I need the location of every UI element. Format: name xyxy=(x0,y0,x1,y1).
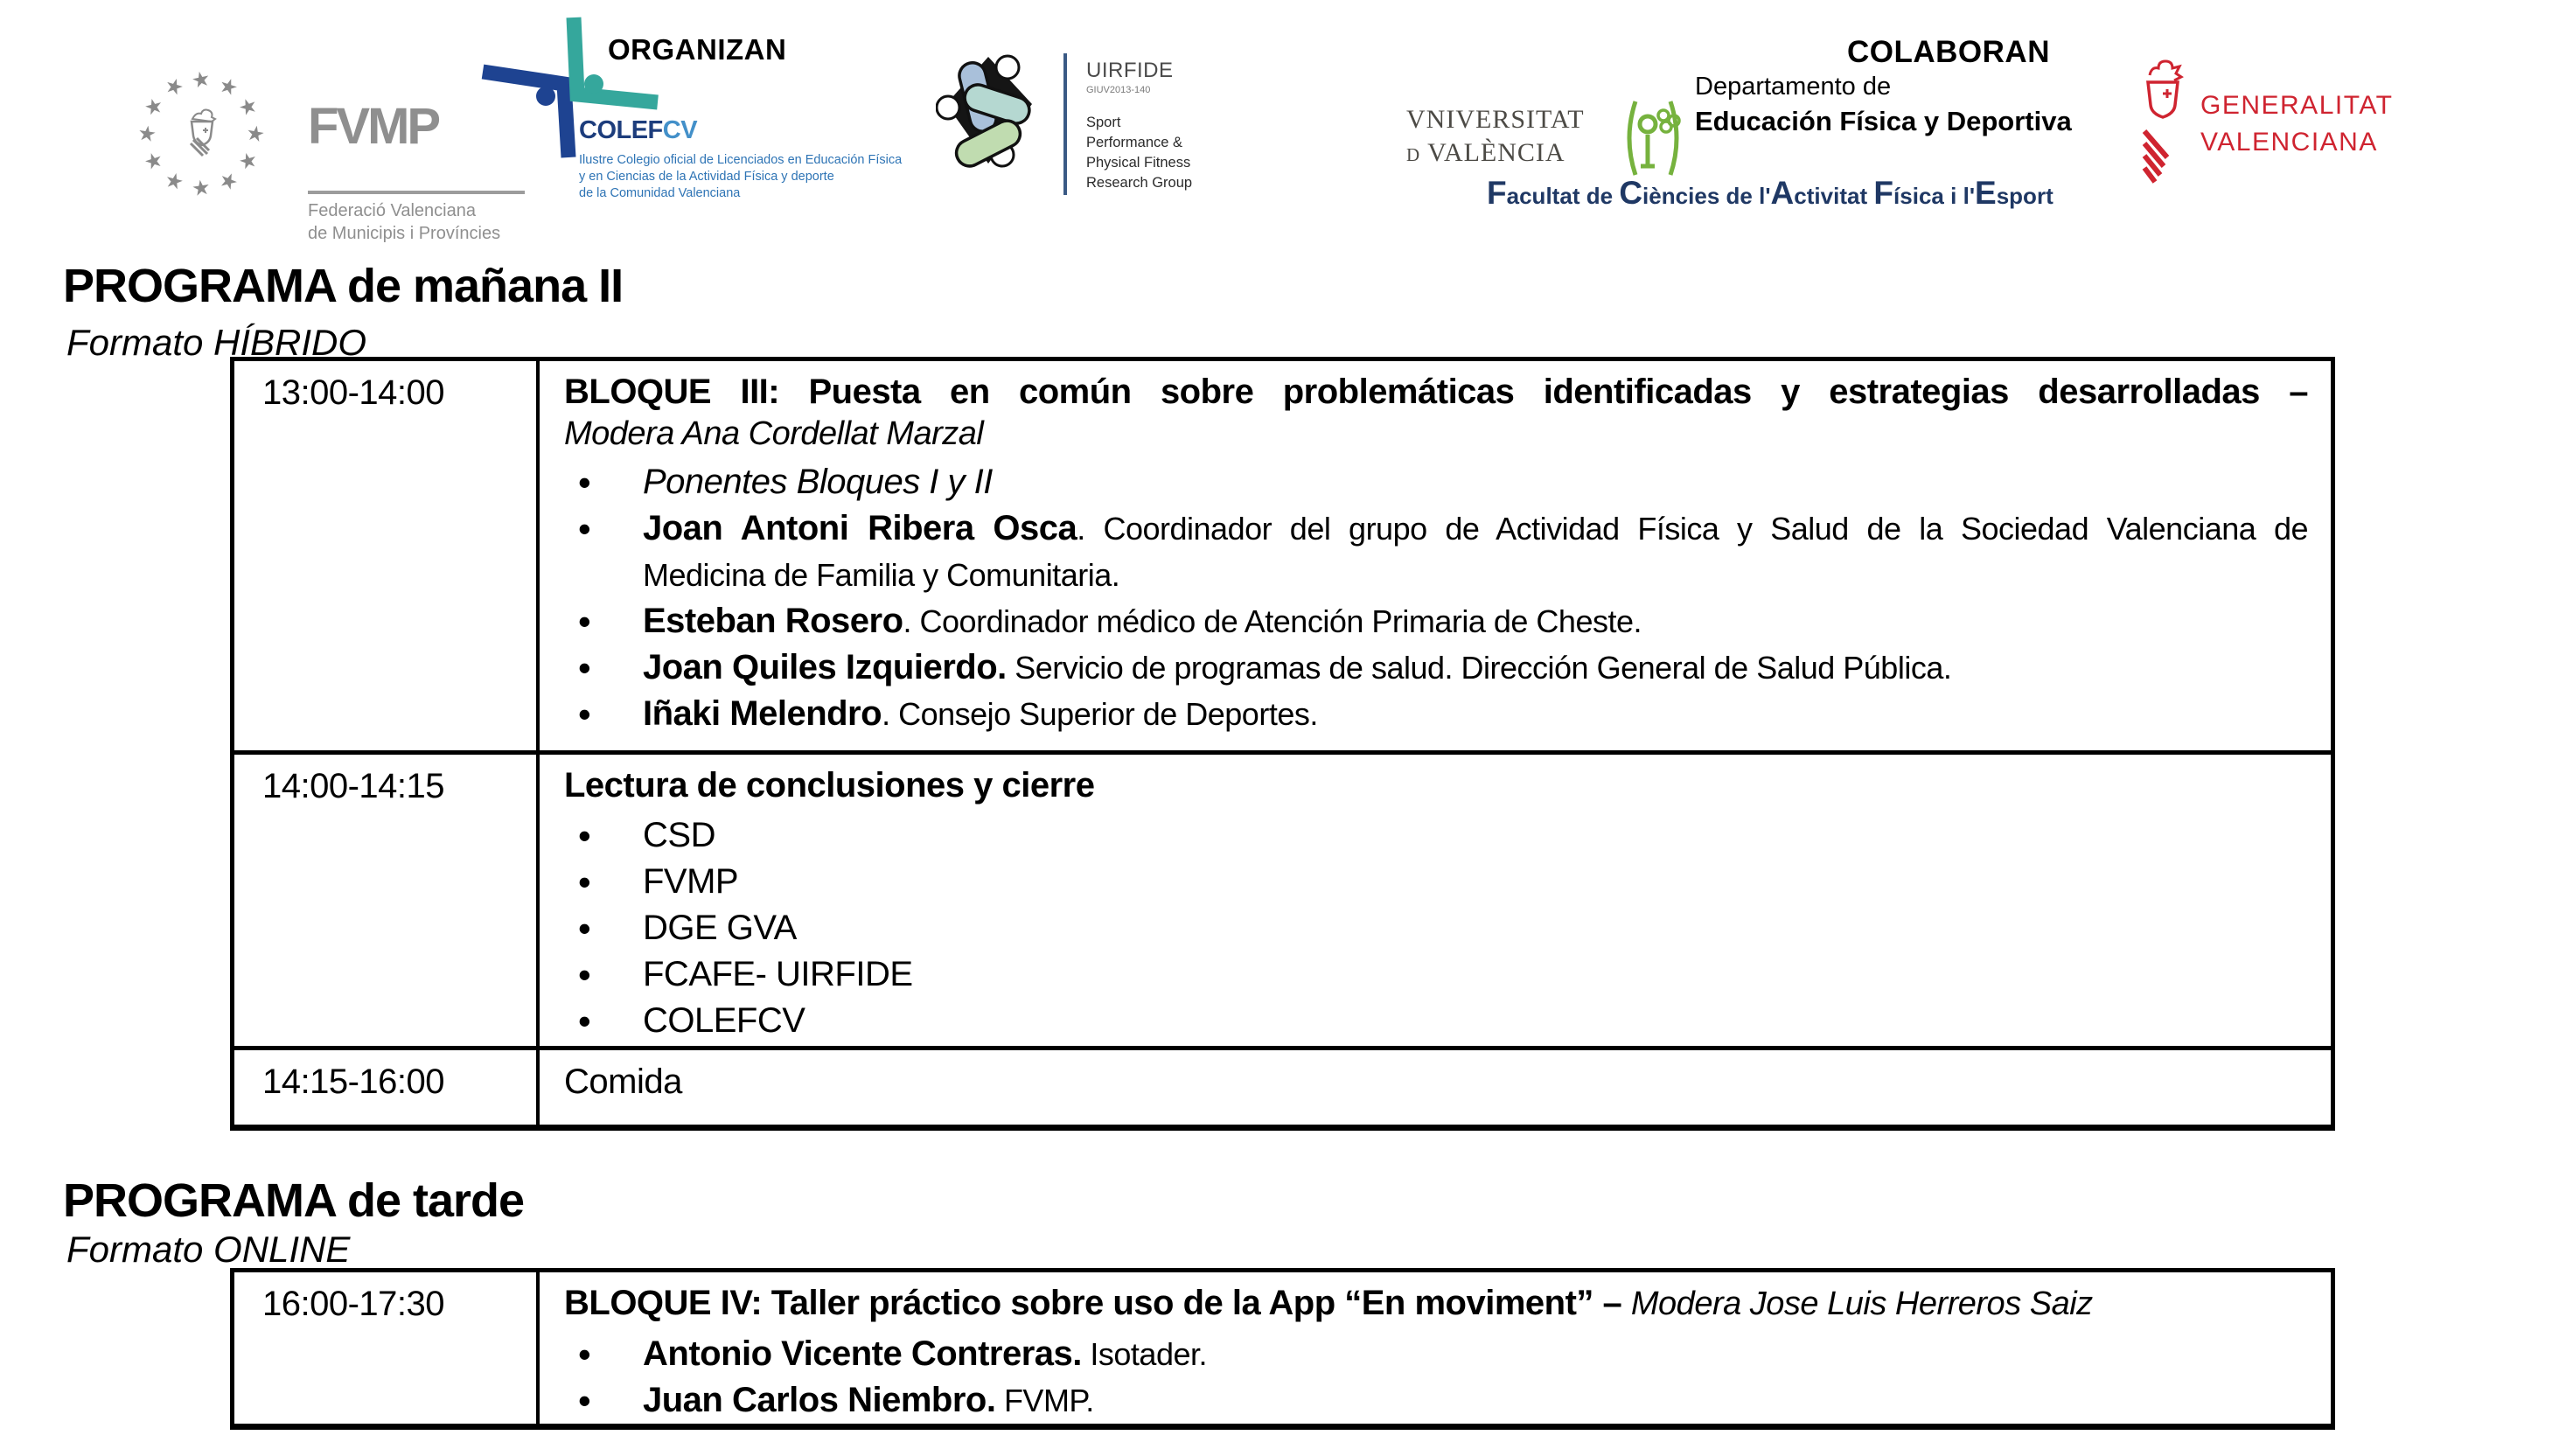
list-item xyxy=(564,644,2308,691)
colefcv-logo-name-suffix: CV xyxy=(662,116,698,144)
colefcv-logo-desc2: y en Ciencias de la Actividad Física y deporte xyxy=(579,170,834,184)
uirfide-logo-code: GIUV2013-140 xyxy=(1086,85,1151,95)
table-row xyxy=(234,1272,2331,1424)
program-table-afternoon xyxy=(230,1268,2335,1430)
time-cell: 14:00-14:15 xyxy=(234,755,540,1046)
uirfide-logo-desc4: Research Group xyxy=(1086,175,1193,191)
list-item: • FVMP xyxy=(564,859,2308,905)
speaker-name: Antonio Vicente Contreras. xyxy=(643,1334,1082,1373)
moderator-line: Modera Jose Luis Herreros Saiz xyxy=(1630,1285,2093,1322)
fvmp-logo-rule xyxy=(308,191,525,194)
block-heading: BLOQUE IV: Taller práctico sobre uso de la App “En moviment” – xyxy=(564,1284,1622,1322)
gva-crest-icon xyxy=(2141,56,2186,189)
list-item: • Ponentes Bloques I y II xyxy=(564,459,2308,505)
moderator-line: Modera Ana Cordellat Marzal xyxy=(564,415,984,452)
table-row xyxy=(234,361,2331,755)
table-row xyxy=(234,1050,2331,1125)
uv-athlete-symbol-icon xyxy=(1618,96,1691,180)
list-item: • DGE GVA xyxy=(564,905,2308,951)
star-icon xyxy=(235,149,261,174)
content-cell xyxy=(540,1272,2331,1424)
list-item: • CSD xyxy=(564,812,2308,859)
speaker-role: Isotader. xyxy=(1081,1336,1208,1372)
star-icon xyxy=(243,122,268,147)
program-table-morning xyxy=(230,357,2335,1131)
speaker-name: Iñaki Melendro xyxy=(643,694,882,733)
speaker-role: Servicio de programas de salud. Dirección General de Salud Pública. xyxy=(1006,650,1952,686)
content-cell xyxy=(540,755,2331,1046)
time-cell: 16:00-17:30 xyxy=(234,1272,540,1424)
fvmp-stars-emblem-icon xyxy=(138,77,265,195)
star-icon xyxy=(161,74,187,101)
speaker-role: . Coordinador del grupo de Actividad Física y Salud de la Sociedad Valenciana de xyxy=(1077,511,2309,547)
speaker-name: Juan Carlos Niembro. xyxy=(643,1381,996,1419)
section-title-afternoon: PROGRAMA de tarde xyxy=(63,1174,525,1227)
uv-logo-line1: VNIVERSITAT xyxy=(1406,105,1585,134)
departamento-line1: Departamento de xyxy=(1695,73,1892,101)
speaker-name: Esteban Rosero xyxy=(643,602,903,640)
uv-logo-line2: VALÈNCIA xyxy=(1427,138,1565,167)
uirfide-logo-desc2: Performance & xyxy=(1086,135,1183,150)
speaker-name: Joan Antoni Ribera Osca xyxy=(643,509,1077,547)
colefcv-logo-name-main: COLEF xyxy=(579,116,663,144)
section-title-morning: PROGRAMA de mañana II xyxy=(63,260,624,312)
list-item xyxy=(564,1377,2308,1424)
list-item xyxy=(564,598,2308,644)
uirfide-logo-desc3: Physical Fitness xyxy=(1086,155,1191,171)
organizan-heading: ORGANIZAN xyxy=(608,33,787,66)
gva-logo-line2: VALENCIANA xyxy=(2200,128,2378,157)
star-icon xyxy=(189,177,213,200)
star-icon xyxy=(141,149,167,175)
star-icon xyxy=(214,168,241,195)
star-icon xyxy=(215,74,241,101)
speaker-name: Joan Quiles Izquierdo. xyxy=(643,648,1007,686)
table-row xyxy=(234,755,2331,1050)
fcafe-line: Facultat de Ciències de l'Activitat Física i l'Esport xyxy=(1487,175,2053,211)
fvmp-logo-line1: Federació Valenciana xyxy=(308,201,476,220)
departamento-line2: Educación Física y Deportiva xyxy=(1695,106,2072,136)
list-item xyxy=(564,505,2308,598)
uirfide-logo-desc1: Sport xyxy=(1086,115,1121,130)
departamento-block xyxy=(1695,70,2072,140)
content-cell xyxy=(540,361,2331,750)
colaboran-heading: COLABORAN xyxy=(1847,35,2050,69)
colefcv-logo-desc3: de la Comunidad Valenciana xyxy=(579,186,741,200)
star-icon xyxy=(141,94,166,120)
list-item xyxy=(564,691,2308,737)
uirfide-divider xyxy=(1063,53,1067,195)
gva-logo-line1: GENERALITAT xyxy=(2200,91,2394,120)
uirfide-logo xyxy=(936,48,1192,195)
speaker-role-continued: Medicina de Familia y Comunitaria. xyxy=(643,557,1120,593)
speaker-role: . Consejo Superior de Deportes. xyxy=(882,696,1318,732)
block-heading: Lectura de conclusiones y cierre xyxy=(564,766,1095,805)
section-subtitle-morning: Formato HÍBRIDO xyxy=(66,322,367,363)
speaker-role: FVMP. xyxy=(995,1383,1094,1418)
uirfide-knot-icon xyxy=(936,48,1041,174)
valencian-crest-icon xyxy=(185,107,219,161)
generalitat-valenciana-logo xyxy=(2141,56,2393,189)
list-item: • COLEFCV xyxy=(564,998,2308,1044)
universitat-valencia-logo xyxy=(1406,105,1585,168)
activity-label: Comida xyxy=(564,1062,682,1101)
star-icon xyxy=(235,94,262,122)
list-item: • FCAFE- UIRFIDE xyxy=(564,951,2308,998)
content-cell xyxy=(540,1050,2331,1125)
star-icon xyxy=(161,169,186,194)
colefcv-logo xyxy=(579,116,911,202)
list-item xyxy=(564,1331,2308,1377)
uv-logo-line2-prefix: D xyxy=(1406,144,1421,165)
colefcv-logo-desc1: Ilustre Colegio oficial de Licenciados en Educación Física xyxy=(579,153,903,167)
fvmp-logo-line2: de Municipis i Províncies xyxy=(308,224,501,243)
uirfide-logo-name: UIRFIDE xyxy=(1086,59,1174,82)
star-icon xyxy=(189,68,213,93)
speaker-role: . Coordinador médico de Atención Primaria de Cheste. xyxy=(903,603,1642,639)
star-icon xyxy=(135,122,158,146)
section-subtitle-afternoon: Formato ONLINE xyxy=(66,1229,351,1270)
time-cell: 14:15-16:00 xyxy=(234,1050,540,1125)
time-cell: 13:00-14:00 xyxy=(234,361,540,750)
block-heading: BLOQUE III: Puesta en común sobre problemáticas identificadas y estrategias desarrolladas – xyxy=(564,373,2308,411)
fvmp-logo-acronym: FVMP xyxy=(308,98,439,155)
